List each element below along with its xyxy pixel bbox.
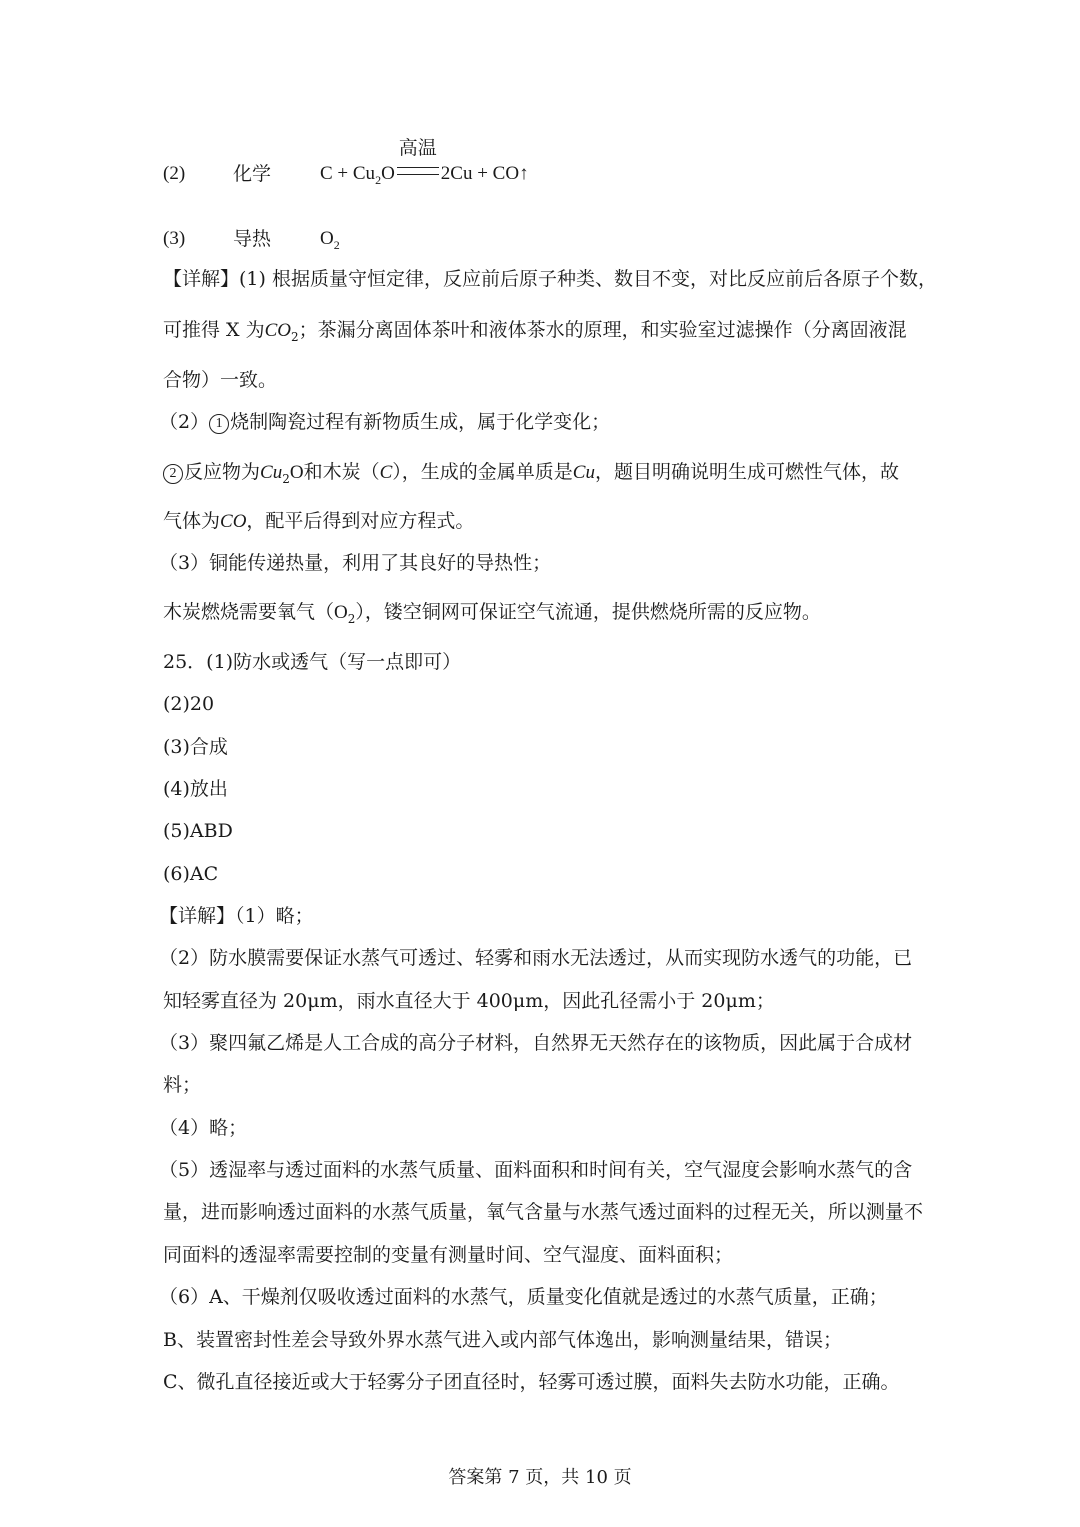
explain-25-line-8: 量，进而影响透过面料的水蒸气质量，氧气含量与水蒸气透过面料的过程无关，所以测量不 <box>163 1201 924 1223</box>
explain-25-line-1: 【详解】（1）略； <box>159 905 314 927</box>
question-25-answer-4: (4)放出 <box>163 778 228 800</box>
eq-condition: 高温 <box>398 137 437 159</box>
answer-label-3: (3) <box>163 228 186 249</box>
question-25-answer-1: 25．(1)防水或透气（写一点即可） <box>163 651 462 673</box>
circled-number-1: 1 <box>209 414 229 434</box>
explain-25-line-2: （2）防水膜需要保证水蒸气可透过、轻雾和雨水无法透过，从而实现防水透气的功能，已 <box>159 947 913 969</box>
explain-24-line-3: 合物）一致。 <box>163 369 278 391</box>
explain-24-line-7: （3）铜能传递热量，利用了其良好的导热性； <box>159 552 552 574</box>
explain-25-line-4: （3）聚四氟乙烯是人工合成的高分子材料，自然界无天然存在的该物质，因此属于合成材 <box>159 1032 913 1054</box>
explain-25-line-5: 料； <box>163 1074 202 1096</box>
answer-label-2: (2) <box>163 163 186 184</box>
o2-formula: $O_2$ <box>320 228 340 252</box>
eq-condition-arrow <box>395 137 441 186</box>
explain-25-line-12: C、微孔直径接近或大于轻雾分子团直径时，轻雾可透过膜，面料失去防水功能，正确。 <box>163 1371 900 1393</box>
explain-24-line-8: 木炭燃烧需要氧气$(O_2)$，镂空铜网可保证空气流通，提供燃烧所需的反应物。 <box>163 601 821 626</box>
answer-value-3: 导热 <box>233 228 272 250</box>
circled-number-2: 2 <box>163 464 183 484</box>
question-25-answer-3: (3)合成 <box>163 736 228 758</box>
explain-24-line-1: 【详解】(1) 根据质量守恒定律，反应前后原子种类、数目不变，对比反应前后各原子个数， <box>163 268 937 290</box>
question-25-answer-5: (5)ABD <box>163 820 233 842</box>
explain-25-line-10: （6）A、干燥剂仅吸收透过面料的水蒸气，质量变化值就是透过的水蒸气质量，正确； <box>159 1286 888 1308</box>
explain-25-line-11: B、装置密封性差会导致外界水蒸气进入或内部气体逸出，影响测量结果，错误； <box>163 1329 842 1351</box>
explain-24-line-4: （2） 1 烧制陶瓷过程有新物质生成，属于化学变化； <box>159 411 611 433</box>
explain-24-line-2: 可推得 X 为$CO_2$；茶漏分离固体茶叶和液体茶水的原理，和实验室过滤操作（分离固液混 <box>163 319 907 344</box>
question-25-answer-6: (6)AC <box>163 863 219 885</box>
eq-sub: 2 <box>375 173 382 187</box>
explain-25-line-7: （5）透湿率与透过面料的水蒸气质量、面料面积和时间有关，空气湿度会影响水蒸气的含 <box>159 1159 913 1181</box>
double-line-icon <box>397 167 439 175</box>
explain-25-line-9: 同面料的透湿率需要控制的变量有测量时间、空气湿度、面料面积； <box>163 1244 734 1266</box>
explain-24-line-6: 气体为CO，配平后得到对应方程式。 <box>163 510 475 532</box>
question-25-answer-2: (2)20 <box>163 693 215 715</box>
eq-reactants-c: C + Cu <box>320 163 376 184</box>
eq-reactants-o: O <box>381 163 395 184</box>
page-footer: 答案第 7 页，共 10 页 <box>448 1467 632 1488</box>
eq-products: 2Cu + CO <box>440 163 520 184</box>
explain-25-line-6: （4）略； <box>159 1117 248 1139</box>
answer-value-2: 化学 <box>233 163 272 185</box>
gas-arrow-icon: ↑ <box>519 163 529 184</box>
chemical-equation <box>320 137 529 187</box>
explain-24-line-5: 2 反应物为$Cu_2O$和木炭（C），生成的金属单质是Cu，题目明确说明生成可燃性气体，故 <box>163 460 899 486</box>
explain-25-line-3: 知轻雾直径为 20μm，雨水直径大于 400μm，因此孔径需小于 20μm； <box>163 990 775 1012</box>
